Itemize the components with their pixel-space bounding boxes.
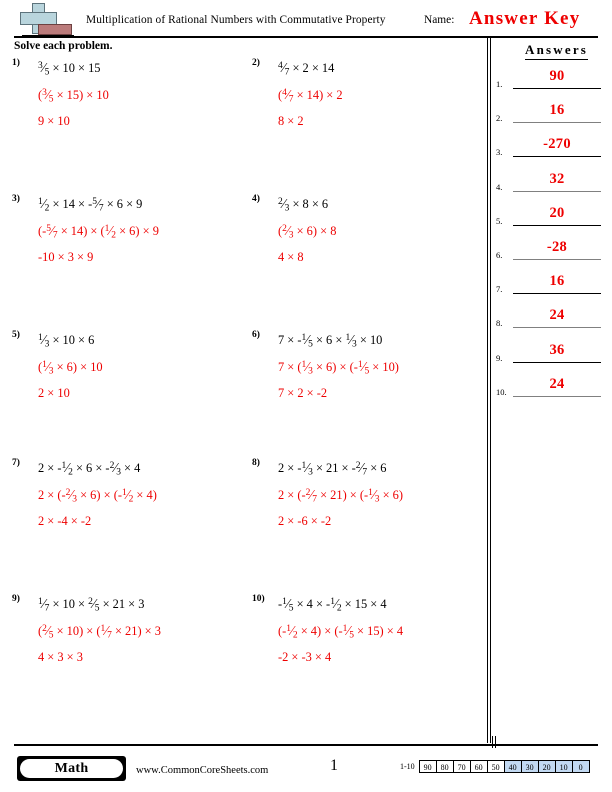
answer-row-number: 7. bbox=[496, 284, 503, 295]
expression-text: 2 × - bbox=[278, 460, 302, 475]
answer-value: 90 bbox=[549, 68, 565, 84]
fraction: $^1$⁄3 bbox=[301, 359, 313, 377]
grading-scale bbox=[400, 760, 590, 773]
expression-text: -10 × 3 × 9 bbox=[38, 249, 94, 264]
problem-body bbox=[278, 456, 484, 532]
expression-text: × 8 × 6 bbox=[289, 196, 329, 211]
problem-answer-step-2 bbox=[38, 511, 244, 532]
fraction: $^2$⁄5 bbox=[42, 623, 54, 641]
problem-number: 7) bbox=[12, 458, 20, 468]
fraction: $^1$⁄5 bbox=[342, 623, 354, 641]
problem-question bbox=[38, 592, 244, 619]
problem-number: 6) bbox=[252, 330, 260, 340]
problem-answer-step-2 bbox=[278, 511, 484, 532]
page-number: 1 bbox=[330, 757, 338, 774]
answer-blank-line bbox=[513, 122, 601, 123]
expression-text: × 6) × 9 bbox=[116, 224, 159, 239]
problem-question bbox=[38, 328, 244, 355]
expression-text: × 10 × bbox=[49, 596, 89, 611]
expression-text: 2 × 10 bbox=[38, 385, 70, 400]
problem-body bbox=[278, 56, 484, 132]
fraction: $^1$⁄7 bbox=[38, 595, 50, 614]
expression-text: × 10) bbox=[369, 360, 399, 375]
grading-scale-range-label: 1-10 bbox=[400, 762, 415, 771]
problem-answer-step-2 bbox=[278, 247, 484, 268]
problem-answer-step-2 bbox=[38, 111, 244, 132]
problem-body bbox=[278, 192, 484, 268]
problem-answer-step-2 bbox=[278, 647, 484, 668]
expression-text: × 6) bbox=[379, 488, 404, 503]
answer-value: 16 bbox=[549, 273, 565, 290]
grading-scale-cells bbox=[420, 760, 590, 773]
logo-red-block bbox=[38, 24, 72, 35]
grading-scale-cell: 40 bbox=[504, 760, 522, 773]
commoncoresheets-logo-icon bbox=[14, 2, 76, 36]
problem-answer-step-1 bbox=[38, 219, 244, 246]
expression-text: × 4 bbox=[120, 460, 141, 475]
answer-blank-line bbox=[513, 88, 601, 89]
expression-text: × 21) × (- bbox=[317, 488, 369, 503]
problem-body bbox=[38, 192, 244, 268]
problem-answer-step-1 bbox=[278, 619, 484, 646]
problem-answer-step-1 bbox=[278, 219, 484, 246]
fraction: $^1$⁄3 bbox=[368, 487, 380, 505]
expression-text: × 14) × 2 bbox=[293, 88, 343, 103]
grading-scale-cell: 70 bbox=[453, 760, 471, 773]
answer-row bbox=[496, 97, 604, 131]
answer-row-number: 3. bbox=[496, 147, 503, 158]
answer-value: -270 bbox=[543, 136, 571, 153]
fraction: $^1$⁄3 bbox=[345, 331, 357, 350]
fraction: $^1$⁄3 bbox=[301, 459, 313, 478]
grading-scale-cell: 80 bbox=[436, 760, 454, 773]
expression-text: × 6) × 10 bbox=[53, 360, 103, 375]
problem-question bbox=[38, 56, 244, 83]
footer-divider-rule bbox=[14, 744, 598, 746]
expression-text: 2 × - bbox=[38, 460, 62, 475]
expression-text: × 15 × 4 bbox=[341, 596, 387, 611]
answer-blank-line bbox=[513, 225, 601, 226]
answer-blank-line bbox=[513, 327, 601, 328]
fraction: $^1$⁄7 bbox=[100, 623, 112, 641]
expression-text: × 15) × 4 bbox=[353, 624, 404, 639]
problem-answer-step-1 bbox=[278, 483, 484, 510]
answer-value: 16 bbox=[549, 102, 565, 119]
answer-row bbox=[496, 337, 604, 371]
expression-text: ( bbox=[38, 88, 43, 103]
fraction: $^2$⁄7 bbox=[305, 487, 317, 505]
answer-row-number: 9. bbox=[496, 352, 503, 363]
problem-answer-step-1 bbox=[38, 483, 244, 510]
problem-answer-step-2 bbox=[278, 383, 484, 404]
grading-scale-cell: 90 bbox=[419, 760, 437, 773]
grading-scale-cell: 30 bbox=[521, 760, 539, 773]
expression-text: × 6 × bbox=[312, 332, 346, 347]
answers-heading: Answers bbox=[525, 42, 588, 60]
fraction: $^1$⁄2 bbox=[104, 223, 116, 241]
name-label: Name: bbox=[424, 14, 455, 26]
answer-row bbox=[496, 63, 604, 97]
expression-text: × 10 × 6 bbox=[49, 332, 95, 347]
answer-row-number: 6. bbox=[496, 250, 503, 260]
problem-number: 10) bbox=[252, 594, 265, 604]
expression-text: × 4) × (- bbox=[297, 624, 343, 639]
expression-text: × 2 × 14 bbox=[289, 60, 335, 75]
grading-scale-cell: 20 bbox=[538, 760, 556, 773]
expression-text: 4 × 8 bbox=[278, 249, 304, 264]
expression-text: × 6 bbox=[367, 460, 387, 475]
expression-text: ( bbox=[38, 360, 43, 375]
answer-key-label: Answer Key bbox=[469, 8, 581, 29]
fraction: $^2$⁄3 bbox=[278, 195, 290, 214]
fraction: $^1$⁄2 bbox=[121, 487, 134, 505]
expression-text: × 14) × ( bbox=[57, 224, 105, 239]
expression-text: (- bbox=[278, 624, 287, 639]
problem-question bbox=[278, 456, 484, 483]
problem-answer-step-2 bbox=[38, 247, 244, 268]
problem-body bbox=[38, 456, 244, 532]
fraction: $^1$⁄2 bbox=[286, 623, 298, 641]
expression-text: 7 × - bbox=[278, 332, 302, 347]
answer-blank-line bbox=[513, 362, 601, 363]
answer-row-number: 5. bbox=[496, 215, 503, 226]
problem-answer-step-1 bbox=[38, 355, 244, 382]
expression-text: ( bbox=[278, 88, 283, 103]
problem-question bbox=[38, 192, 244, 219]
fraction: $^4$⁄7 bbox=[278, 59, 290, 78]
expression-text: × 21) × 3 bbox=[111, 624, 161, 639]
problem-question bbox=[278, 192, 484, 219]
expression-text: 7 × ( bbox=[278, 360, 302, 375]
expression-text: × 6) × (- bbox=[77, 488, 122, 503]
fraction: $^1$⁄2 bbox=[38, 195, 50, 214]
answer-row-number: 8. bbox=[496, 318, 503, 329]
answer-row bbox=[496, 131, 604, 165]
expression-text: × 21 × 3 bbox=[99, 596, 145, 611]
grading-scale-cell: 0 bbox=[572, 760, 590, 773]
answer-blank-line bbox=[513, 293, 601, 294]
expression-text: 4 × 3 × 3 bbox=[38, 649, 83, 664]
expression-text: × 6 × 9 bbox=[103, 196, 143, 211]
fraction: $^1$⁄3 bbox=[42, 359, 54, 377]
answer-row-number: 1. bbox=[496, 79, 503, 89]
problem-answer-step-2 bbox=[38, 383, 244, 404]
problem-body bbox=[278, 592, 484, 668]
expression-text: -2 × -3 × 4 bbox=[278, 649, 332, 664]
expression-text: 2 × -6 × -2 bbox=[278, 513, 332, 528]
grading-scale-cell: 50 bbox=[487, 760, 505, 773]
answer-row bbox=[496, 302, 604, 336]
expression-text: 2 × (- bbox=[278, 488, 306, 503]
problem-answer-step-1 bbox=[278, 355, 484, 382]
expression-text: - bbox=[278, 596, 283, 611]
answer-row bbox=[496, 371, 604, 405]
answer-value: 32 bbox=[549, 170, 565, 187]
answer-value: 36 bbox=[549, 341, 565, 358]
answer-value: 24 bbox=[549, 307, 565, 324]
expression-text: × 4 × - bbox=[293, 596, 331, 611]
divider-footer-tick bbox=[492, 736, 496, 748]
answer-blank-line bbox=[513, 259, 601, 260]
fraction: $^1$⁄2 bbox=[330, 595, 342, 614]
problem-body bbox=[38, 328, 244, 404]
fraction: $^2$⁄7 bbox=[355, 459, 368, 478]
problem-answer-step-2 bbox=[38, 647, 244, 668]
answer-blank-line bbox=[513, 396, 601, 397]
fraction: $^5$⁄7 bbox=[92, 195, 104, 214]
expression-text: (- bbox=[38, 224, 47, 239]
problem-number: 1) bbox=[12, 58, 20, 68]
answer-blank-line bbox=[513, 191, 601, 192]
answer-row bbox=[496, 166, 604, 200]
expression-text: 9 × 10 bbox=[38, 113, 70, 128]
problem-answer-step-1 bbox=[38, 619, 244, 646]
problem-question bbox=[38, 456, 244, 483]
expression-text: 8 × 2 bbox=[278, 113, 304, 128]
problem-number: 9) bbox=[12, 594, 20, 604]
problem-question bbox=[278, 56, 484, 83]
page-header bbox=[0, 0, 612, 38]
expression-text: × 14 × - bbox=[49, 196, 93, 211]
fraction: $^1$⁄5 bbox=[301, 331, 313, 350]
problem-number: 2) bbox=[252, 58, 260, 68]
problem-body bbox=[38, 592, 244, 668]
answer-value: 24 bbox=[549, 375, 565, 392]
logo-plus-center bbox=[33, 13, 44, 24]
instruction-text: Solve each problem. bbox=[14, 40, 113, 52]
fraction: $^3$⁄5 bbox=[42, 87, 54, 105]
answer-row bbox=[496, 234, 604, 268]
fraction: $^2$⁄5 bbox=[88, 595, 100, 614]
expression-text: × 6) × 8 bbox=[293, 224, 337, 239]
expression-text: × 6) × (- bbox=[312, 360, 358, 375]
answer-blank-line bbox=[513, 156, 601, 157]
grading-scale-cell: 10 bbox=[555, 760, 573, 773]
expression-text: ( bbox=[278, 224, 283, 239]
problem-answer-step-2 bbox=[278, 111, 484, 132]
answer-row-number: 2. bbox=[496, 113, 503, 124]
subject-badge-label: Math bbox=[20, 759, 123, 778]
subject-badge bbox=[17, 756, 126, 781]
expression-text: × 10) × ( bbox=[53, 624, 101, 639]
problem-question bbox=[278, 592, 484, 619]
answer-value: -28 bbox=[546, 239, 568, 255]
problem-number: 8) bbox=[252, 458, 260, 468]
problem-answer-step-1 bbox=[278, 83, 484, 110]
answer-row bbox=[496, 268, 604, 302]
problem-number: 3) bbox=[12, 194, 20, 204]
website-url: www.CommonCoreSheets.com bbox=[136, 765, 269, 776]
problem-number: 5) bbox=[12, 330, 20, 340]
expression-text: ( bbox=[38, 624, 43, 639]
expression-text: × 10 × 15 bbox=[49, 60, 101, 75]
expression-text: 2 × -4 × -2 bbox=[38, 513, 92, 528]
problem-number: 4) bbox=[252, 194, 260, 204]
fraction: $^1$⁄2 bbox=[61, 459, 73, 478]
worksheet-title: Multiplication of Rational Numbers with Commutative Property bbox=[86, 14, 386, 26]
answer-value: 20 bbox=[549, 204, 565, 221]
problem-body bbox=[278, 328, 484, 404]
expression-text: × 10 bbox=[356, 332, 383, 347]
expression-text: × 15) × 10 bbox=[53, 88, 109, 103]
expression-text: 7 × 2 × -2 bbox=[278, 385, 328, 400]
fraction: $^2$⁄3 bbox=[65, 487, 77, 505]
problem-question bbox=[278, 328, 484, 355]
fraction: $^5$⁄7 bbox=[46, 223, 58, 241]
answer-row-number: 10. bbox=[496, 386, 507, 397]
header-divider-rule bbox=[14, 36, 598, 38]
fraction: $^4$⁄7 bbox=[282, 87, 294, 105]
fraction: $^1$⁄5 bbox=[357, 359, 370, 377]
expression-text: 2 × (- bbox=[38, 488, 66, 503]
fraction: $^2$⁄3 bbox=[282, 223, 294, 241]
expression-text: × 4) bbox=[133, 488, 157, 503]
problem-answer-step-1 bbox=[38, 83, 244, 110]
answer-row-number: 4. bbox=[496, 181, 503, 192]
expression-text: × 6 × - bbox=[72, 460, 110, 475]
fraction: $^1$⁄5 bbox=[282, 595, 294, 614]
expression-text: × 21 × - bbox=[312, 460, 356, 475]
fraction: $^1$⁄3 bbox=[38, 331, 50, 350]
answer-row bbox=[496, 200, 604, 234]
fraction: $^2$⁄3 bbox=[109, 459, 121, 478]
problem-body bbox=[38, 56, 244, 132]
fraction: $^3$⁄5 bbox=[38, 59, 50, 78]
answers-column-divider bbox=[487, 38, 491, 743]
grading-scale-cell: 60 bbox=[470, 760, 488, 773]
